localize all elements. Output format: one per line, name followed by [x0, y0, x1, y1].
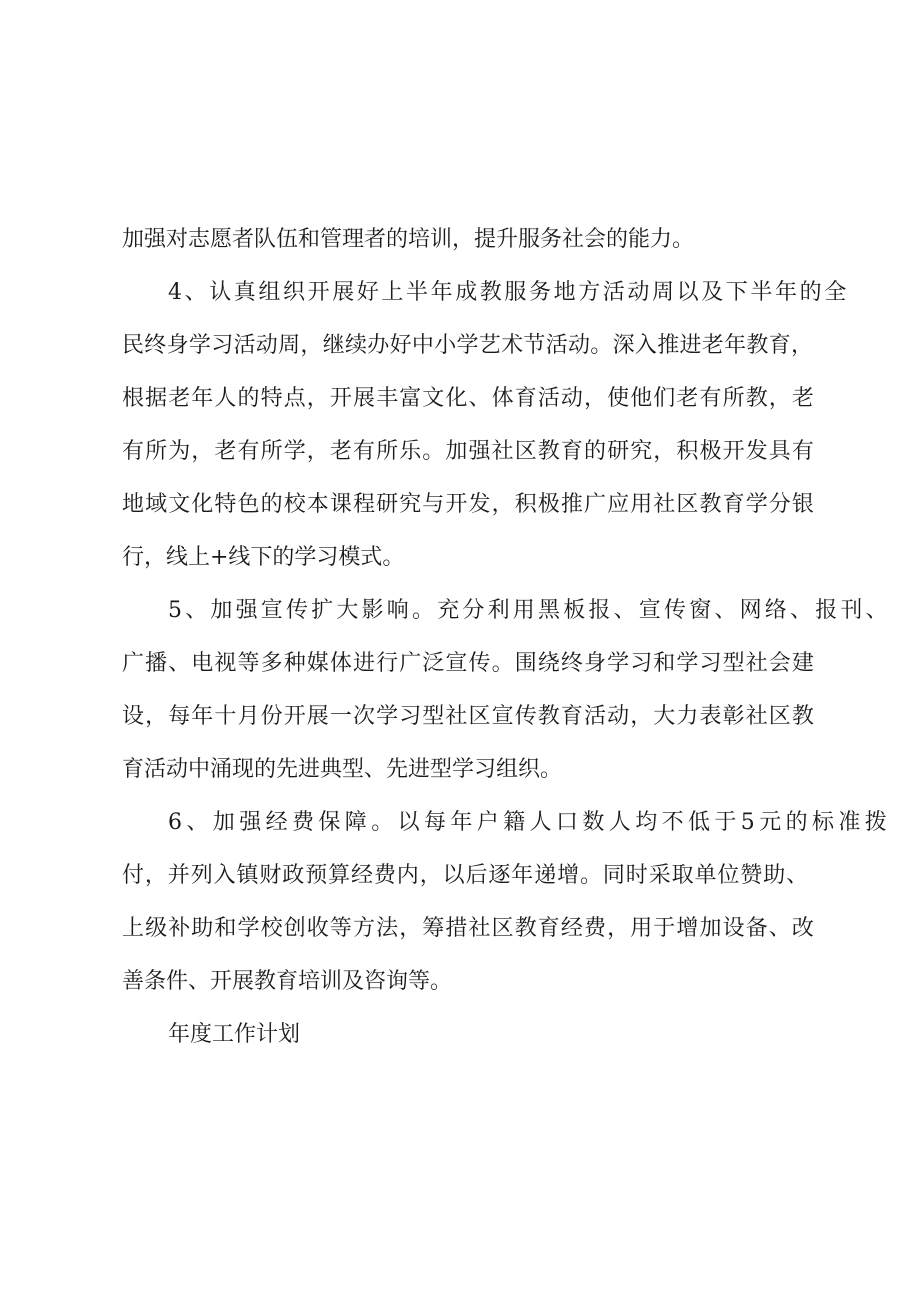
line-text: 有所为，老有所学，老有所乐。加强社区教育的研究，积极开发具有 [122, 439, 816, 464]
line-text: 民终身学习活动周，继续办好中小学艺术节活动。深入推进老年教育， [122, 333, 814, 358]
line-text: 加强对志愿者队伍和管理者的培训，提升服务社会的能力。 [122, 227, 695, 252]
text-line [0, 710, 920, 782]
line-text: 地域文化特色的校本课程研究与开发，积极推广应用社区教育学分银 [122, 492, 816, 517]
line-text: 付，并列入镇财政预算经费内，以后逐年递增。同时采取单位赞助、 [122, 863, 810, 888]
line-text: 行，线上+线下的学习模式。 [122, 545, 405, 570]
text-line [0, 286, 920, 358]
line-text: 广播、电视等多种媒体进行广泛宣传。围绕终身学习和学习型社会建 [122, 651, 816, 676]
line-text: 6、加强经费保障。以每年户籍人口数人均不低于5元的标准拨 [168, 810, 892, 835]
text-line [0, 869, 920, 941]
text-line [0, 922, 920, 994]
line-text: 设，每年十月份开展一次学习型社区宣传教育活动，大力表彰社区教 [122, 704, 816, 729]
line-text: 5、加强宣传扩大影响。充分利用黑板报、宣传窗、网络、报刊、 [168, 598, 891, 623]
text-line [0, 975, 920, 1047]
text-line [0, 816, 920, 888]
text-line [0, 604, 920, 676]
line-text: 上级补助和学校创收等方法，筹措社区教育经费，用于增加设备、改 [122, 916, 816, 941]
text-line [0, 180, 920, 252]
line-text: 育活动中涌现的先进典型、先进型学习组织。 [122, 757, 563, 782]
line-text: 善条件、开展教育培训及咨询等。 [122, 969, 453, 994]
page-title: 年度工作计划 [168, 1022, 301, 1047]
text-line [0, 392, 920, 464]
text-line [0, 498, 920, 570]
text-line [0, 233, 920, 305]
text-line [0, 763, 920, 835]
text-line [0, 445, 920, 517]
text-line [0, 551, 920, 623]
line-text: 根据老年人的特点，开展丰富文化、体育活动，使他们老有所教，老 [122, 386, 816, 411]
text-line [0, 657, 920, 729]
line-text: 4、认真组织开展好上半年成教服务地方活动周以及下半年的全 [168, 280, 849, 305]
text-line [0, 339, 920, 411]
